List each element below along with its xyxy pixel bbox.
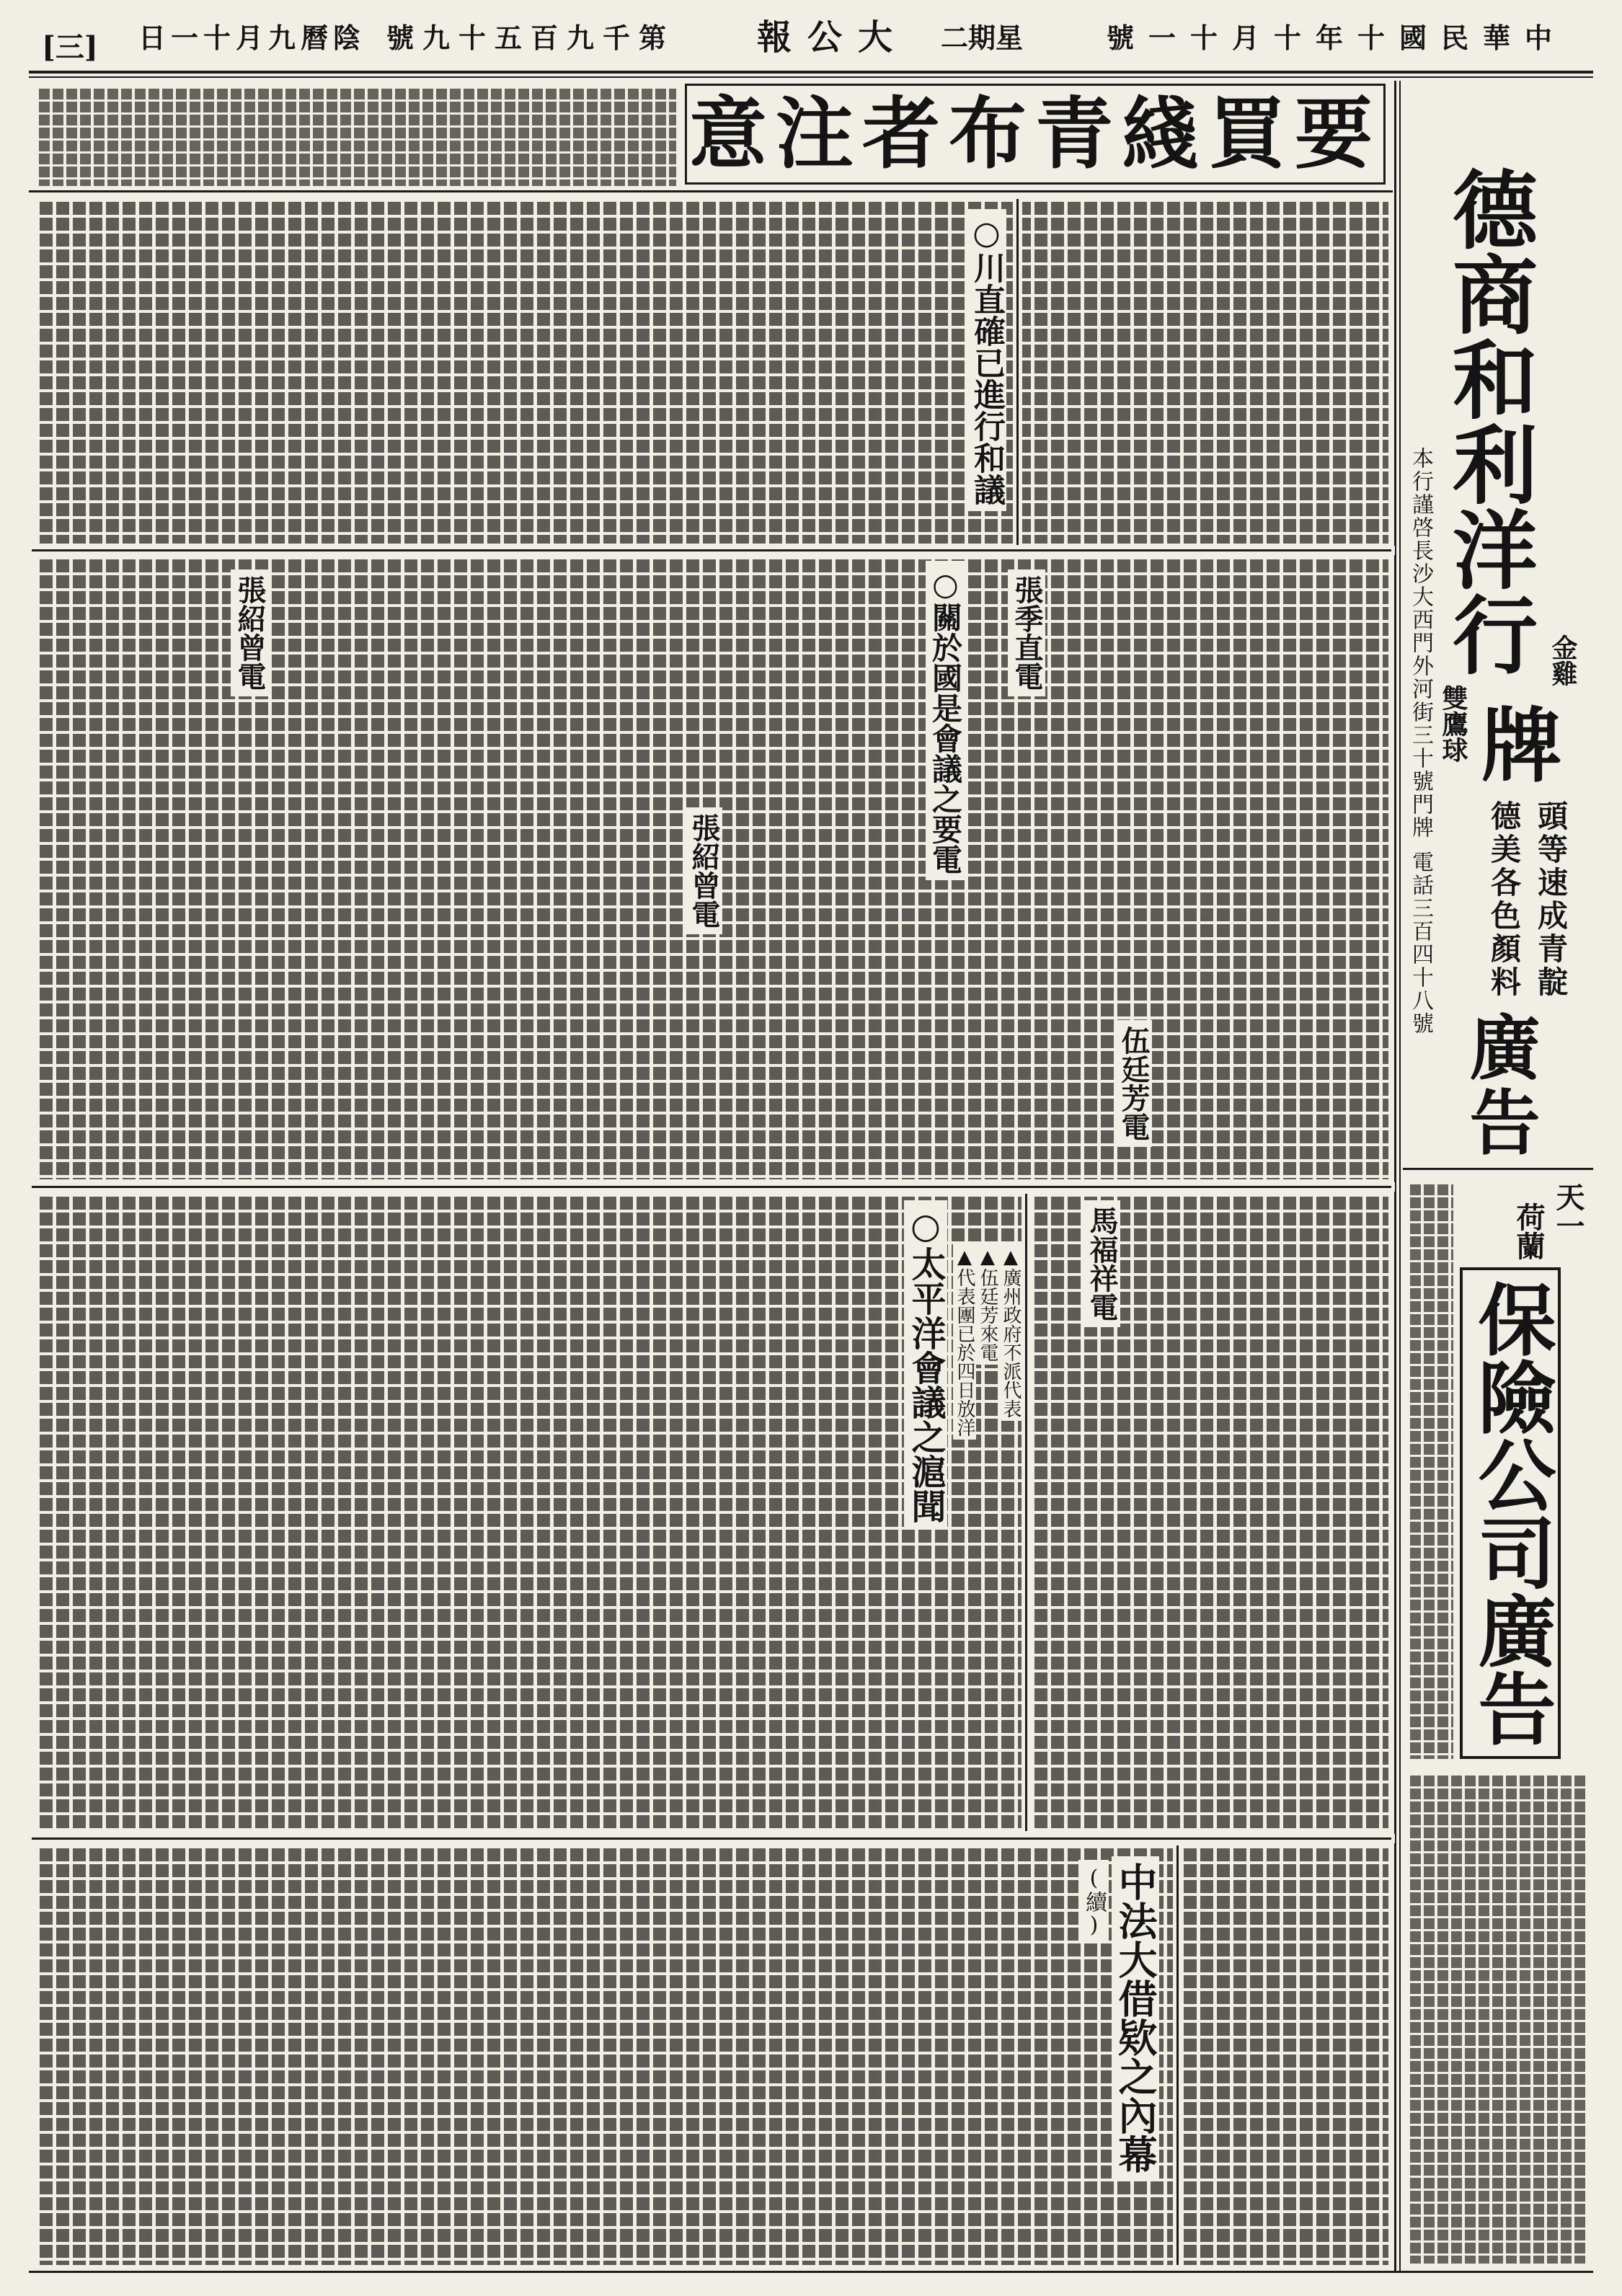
- insurance-ad-text-block: [1407, 1773, 1586, 2264]
- masthead: 大公報: [757, 17, 909, 58]
- top-ad-small-text: [36, 87, 676, 186]
- insurance-ad-prefix: 天一: [1551, 1182, 1585, 1240]
- telegram-subhead: 馬福祥電: [1083, 1200, 1120, 1327]
- bottom-rule: [29, 2271, 1593, 2273]
- page-number: [三]: [42, 30, 98, 64]
- right-column-rule-thin: [1399, 81, 1401, 2272]
- continued-marker: (續): [1078, 1860, 1109, 1943]
- article-text-block: [36, 1845, 1388, 2265]
- headline-pacific-conference: ○太平洋會議之滬聞: [904, 1200, 947, 1529]
- tier-rule: [32, 549, 1391, 551]
- headline-sichuan-zhili: ○川直確已進行和議: [966, 209, 1006, 511]
- lunar-date: 陰曆九月十一日: [138, 22, 366, 54]
- dye-ad-brand-2: 雙鷹球: [1438, 685, 1468, 763]
- article-text-block: [36, 199, 1388, 544]
- article-divider: [1016, 199, 1019, 545]
- telegram-subhead: 伍廷芳電: [1114, 1020, 1152, 1147]
- telegram-subhead: 張紹曾電: [685, 807, 722, 934]
- right-ads-divider: [1403, 1168, 1593, 1170]
- issue-number: 第千九百五十九號: [386, 22, 675, 54]
- tier-rule: [32, 1838, 1391, 1840]
- dye-ad-brand-1: 金雞: [1548, 634, 1578, 686]
- pacific-subhead: ▲代表團已於四日放洋: [953, 1244, 976, 1440]
- issue-date: 中華民國十年十月十一號: [1107, 22, 1567, 54]
- dye-ad-product-1: 頭等速成青靛: [1533, 800, 1569, 999]
- tier-rule: [32, 1186, 1391, 1188]
- headline-sino-french-loan: 中法大借欵之內幕: [1112, 1856, 1159, 2179]
- pacific-subhead: ▲伍廷芳來電: [976, 1244, 999, 1365]
- dye-ad-label: 廣告: [1458, 1011, 1541, 1161]
- header-rule: [29, 71, 1593, 74]
- insurance-ad-origin: 荷蘭: [1512, 1202, 1546, 1260]
- right-column-rule: [1394, 81, 1396, 2272]
- dye-ad-brand-suffix: 牌: [1468, 703, 1562, 784]
- pacific-subhead: ▲廣州政府不派代表: [999, 1244, 1022, 1421]
- headline-national-conference: ○關於國是會議之要電: [926, 561, 965, 880]
- telegram-subhead: 張紹曾電: [231, 569, 268, 696]
- header-rule-thin: [29, 76, 1593, 78]
- insurance-ad-title-box: [1460, 1267, 1561, 1759]
- telegram-subhead: 張季直電: [1008, 569, 1045, 696]
- dye-ad-company: 德商和利洋行: [1438, 166, 1538, 676]
- top-banner-ad: [685, 84, 1386, 185]
- article-divider: [1025, 1194, 1027, 1831]
- insurance-ad-text-block: [1407, 1182, 1453, 1759]
- article-divider: [1176, 1845, 1179, 2265]
- dye-ad-phone: 電話三百四十八號: [1408, 851, 1433, 1035]
- insurance-ad-title: 保險公司廣告: [1465, 1280, 1556, 1747]
- top-banner-slogan: 要買綫青布者注意: [688, 89, 1381, 179]
- dye-ad-address: 本行謹啓長沙大西門外河街三十號門牌: [1408, 447, 1433, 839]
- top-ad-rule: [29, 190, 1393, 192]
- weekday: 星期二: [941, 22, 1024, 54]
- article-text-block: [36, 1194, 1388, 1831]
- dye-ad-product-2: 德美各色顏料: [1486, 800, 1522, 999]
